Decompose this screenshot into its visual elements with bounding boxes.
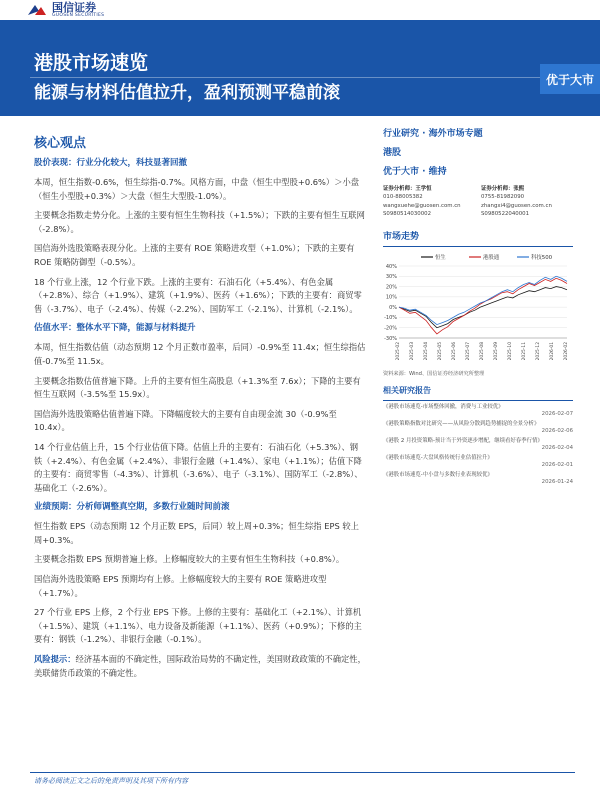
eps-heading: 业绩预期：分析师调整真空期，多数行业随时间前滚 <box>34 502 230 513</box>
x-tick-label: 2025-06 <box>452 341 457 360</box>
analyst-phone: 0755-81982090 <box>481 194 525 201</box>
side-column <box>383 128 573 487</box>
eps-para-4: 27 个行业 EPS 上修，2 个行业 EPS 下修。上修的主要有：基础化工（+2.1%）、计算机（+1.5%）、建筑（+1.1%）、电力设备及新能源（+1.1%）、医药（+0.9%）；下修的主要有：钢铁（-1.2%）、非银行金融（-0.1%）。 <box>34 607 362 645</box>
core-views-title: 核心观点 <box>34 136 87 151</box>
rating-line: 优于大市 · 维持 <box>383 167 447 177</box>
related-report-date: 2026-01-24 <box>541 479 573 486</box>
related-report[interactable] <box>383 404 573 419</box>
x-tick-label: 2026-02 <box>564 341 569 360</box>
related-report-date: 2026-02-01 <box>541 462 573 469</box>
valuation-para-4: 14 个行业估值上升，15 个行业估值下降。估值上升的主要有：石油石化（+5.3%）、钢铁（+2.4%）、有色金属（+2.4%）、非银行金融（+1.4%）、家电（+1.1%）；估值下降的主要有：商贸零售（-4.3%）、计算机（-3.6%）、电子（-3.1%）、国防军工（-2.8%）、基础化工（-2.6%）。 <box>34 441 363 493</box>
x-tick-label: 2025-12 <box>536 341 541 360</box>
related-report-date: 2026-02-07 <box>541 411 573 418</box>
analyst-list <box>383 185 573 219</box>
related-report-title: 《港股市场速览-大盘风格传统行业估值拉升》 <box>383 454 493 461</box>
x-tick-label: 2025-11 <box>522 341 527 360</box>
brand-logo <box>26 0 166 20</box>
y-tick-label: -10% <box>384 314 397 321</box>
related-report[interactable] <box>383 472 573 487</box>
valuation-heading: 估值水平：整体水平下降，能源与材料提升 <box>34 323 196 334</box>
report-subtitle: 能源与材料估值拉升，盈利预测平稳前滚 <box>34 83 340 103</box>
market-trend-chart <box>383 250 573 370</box>
x-tick-label: 2025-05 <box>438 341 443 360</box>
y-tick-label: 20% <box>385 283 397 290</box>
chart-source: 资料来源：Wind、国信证券经济研究所整理 <box>383 370 485 377</box>
y-tick-label: 30% <box>385 273 397 280</box>
analyst-name: 证券分析师：王学恒 <box>383 186 432 192</box>
header-banner <box>0 20 600 116</box>
x-tick-label: 2025-09 <box>494 341 499 360</box>
chart-divider <box>383 246 573 247</box>
eps-para-3: 国信海外选股策略 EPS 预期均有上修。上修幅度较大的主要有 ROE 策略进攻型（+1.7%）。 <box>34 574 327 598</box>
legend-label: 科技500 <box>531 254 553 261</box>
performance-para-1: 本周，恒生指数-0.6%，恒生综指-0.7%。风格方面，中盘（恒生中型股+0.6%）＞小盘（恒生小型股+0.3%）＞大盘（恒生大型股-1.0%）。 <box>34 177 360 201</box>
related-report-title: 《港股市场速览-中小盘与多数行业表现较优》 <box>383 471 493 478</box>
related-report[interactable] <box>383 421 573 436</box>
y-tick-label: -30% <box>384 335 397 342</box>
core-views-column <box>34 128 366 686</box>
risk-text: 经济基本面的不确定性，国际政治局势的不确定性，美国财政政策的不确定性，美联储货币政策的不确定性。 <box>34 654 366 678</box>
brand-name-cn: 国信证券 <box>52 0 96 14</box>
x-tick-label: 2025-07 <box>466 341 471 360</box>
chart-title: 市场走势 <box>383 231 420 242</box>
report-category: 行业研究 · 海外市场专题 <box>383 129 483 139</box>
performance-heading: 股价表现：行业分化较大，科技显著回撤 <box>34 158 188 168</box>
brand-name-en: GUOSEN SECURITIES <box>52 12 105 18</box>
performance-para-2: 主要概念指数走势分化。上涨的主要有恒生生物科技（+1.5%）；下跌的主要有恒生互联网（-2.8%）。 <box>34 210 365 234</box>
x-tick-label: 2025-10 <box>508 341 513 360</box>
analyst-cert: S0980522040001 <box>481 211 530 218</box>
legend-label: 港股通 <box>483 254 500 261</box>
legend-label: 恒生 <box>435 254 446 261</box>
chart-svg <box>383 250 573 370</box>
valuation-para-1: 本周，恒生指数估值（动态预期 12 个月正数市盈率，后同）-0.9%至 11.4x；恒生综指估值-0.7%至 11.5x。 <box>34 342 366 366</box>
related-report[interactable] <box>383 455 573 470</box>
risk-label: 风险提示： <box>34 654 76 665</box>
valuation-para-2: 主要概念指数估值普遍下降。上升的主要有恒生高股息（+1.3%至 7.6x）；下降的主要有恒生互联网（-3.5%至 15.9x）。 <box>34 375 361 400</box>
related-report[interactable] <box>383 438 573 453</box>
market-label: 港股 <box>383 148 402 158</box>
related-report-title: 《港股策略指数对比研究——从风险分散到趋势捕捉的全景分析》 <box>383 420 540 427</box>
eps-para-1: 恒生指数 EPS（动态预期 12 个月正数 EPS，后同）较上周+0.3%；恒生综指 EPS 较上周+0.3%。 <box>34 521 359 545</box>
related-divider <box>383 400 573 401</box>
related-report-date: 2026-02-04 <box>541 445 573 452</box>
analyst-card <box>383 185 475 219</box>
analyst-email[interactable]: wangxuehe@guosen.com.cn <box>383 202 461 209</box>
performance-para-4: 18 个行业上涨，12 个行业下跌。上涨的主要有：石油石化（+5.4%）、有色金属（+2.8%）、综合（+1.9%）、建筑（+1.9%）、医药（+1.6%）；下跌的主要有：商贸零售（-3.7%）、电子（-2.4%）、传媒（-2.2%）、国防军工（-2.1%）、计算机（-2.1%）。 <box>34 276 362 314</box>
x-tick-label: 2026-01 <box>550 341 555 360</box>
eps-para-2: 主要概念指数 EPS 预期普遍上修。上修幅度较大的主要有恒生生物科技（+0.8%）。 <box>34 554 345 565</box>
analyst-phone: 010-88005382 <box>383 194 423 201</box>
performance-para-3: 国信海外选股策略表现分化。上涨的主要有 ROE 策略进攻型（+1.0%）；下跌的主要有 ROE 策略防御型（-0.5%）。 <box>34 243 355 267</box>
analyst-cert: S0980514030002 <box>383 211 432 218</box>
x-tick-label: 2025-04 <box>424 341 429 360</box>
y-tick-label: 10% <box>385 294 397 301</box>
valuation-para-3: 国信海外选股策略估值普遍下降。下降幅度较大的主要有自由现金流 30（-0.9%至 10.4x）。 <box>34 408 337 433</box>
guosen-logo-icon <box>26 3 48 17</box>
related-report-title: 《港股 2 月投资策略-预计当于外资逐步增配，继续看好春季行情》 <box>383 437 543 444</box>
related-research-title: 相关研究报告 <box>383 385 431 395</box>
related-report-date: 2026-02-06 <box>541 428 573 435</box>
footer-disclaimer: 请务必阅读正文之后的免责声明及其项下所有内容 <box>34 777 188 785</box>
y-tick-label: 0% <box>389 304 397 311</box>
y-tick-label: -20% <box>384 325 397 332</box>
report-title: 港股市场速览 <box>34 52 149 74</box>
related-report-title: 《港股市场速览-市场整体回撤，消费与工业较优》 <box>383 403 504 410</box>
rating-tag: 优于大市 <box>540 64 600 94</box>
analyst-name: 证券分析师：张熙 <box>481 186 525 192</box>
x-tick-label: 2025-02 <box>396 341 401 360</box>
analyst-card <box>481 185 573 219</box>
x-tick-label: 2025-08 <box>480 341 485 360</box>
risk-warning <box>34 653 366 680</box>
analyst-email[interactable]: zhangxi4@guosen.com.cn <box>481 202 552 209</box>
footer-divider <box>30 772 575 773</box>
x-tick-label: 2025-03 <box>410 341 415 360</box>
y-tick-label: 40% <box>385 263 397 270</box>
